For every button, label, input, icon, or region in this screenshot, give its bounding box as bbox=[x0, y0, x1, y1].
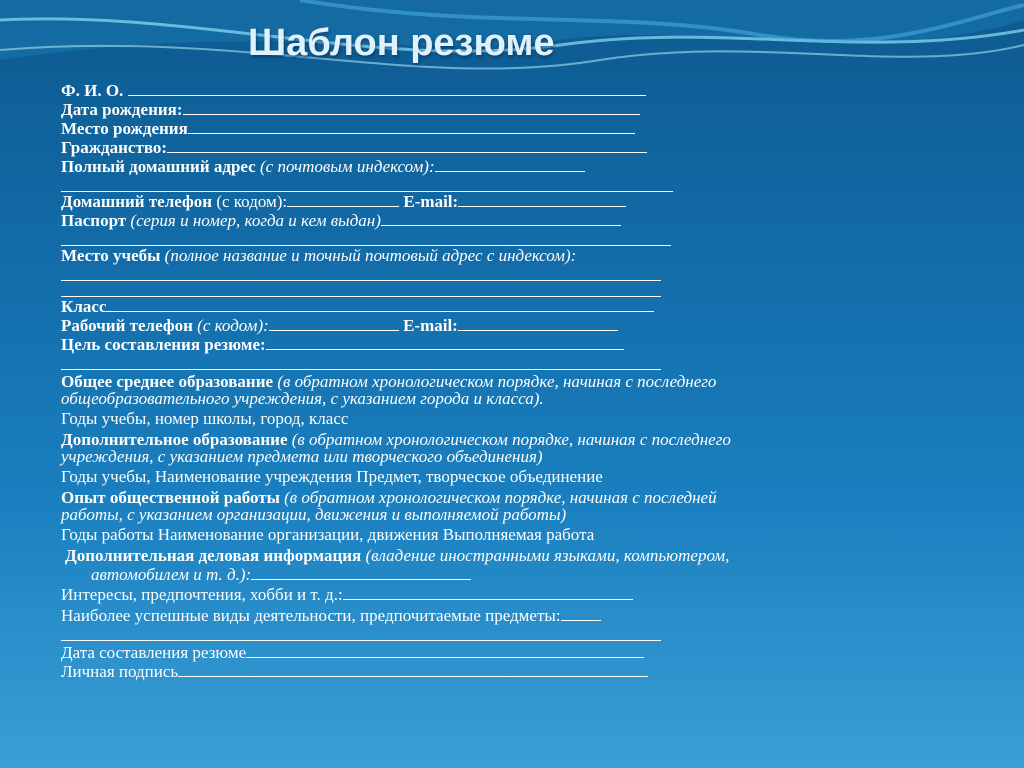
citizenship-line[interactable] bbox=[167, 138, 647, 153]
passport-line-2[interactable] bbox=[61, 230, 671, 246]
social-work-cols: Годы работы Наименование организации, движения Выполняемая работа bbox=[61, 525, 595, 544]
date-compiled-row bbox=[61, 643, 961, 662]
fio-row bbox=[61, 81, 961, 100]
home-address-line[interactable] bbox=[435, 157, 585, 172]
class-label: Класс bbox=[61, 297, 107, 316]
study-place-row bbox=[61, 246, 961, 265]
fio-line[interactable] bbox=[128, 81, 646, 96]
general-edu-hint-1: (в обратном хронологическом порядке, начиная с последнего bbox=[277, 372, 717, 391]
class-row bbox=[61, 297, 961, 316]
social-work-row-2 bbox=[61, 507, 961, 523]
date-compiled-line[interactable] bbox=[246, 643, 644, 658]
general-edu-row-2 bbox=[61, 391, 961, 407]
home-address-line-2[interactable] bbox=[61, 176, 673, 192]
signature-label: Личная подпись bbox=[61, 662, 179, 681]
extra-info-line[interactable] bbox=[251, 565, 471, 580]
home-phone-line[interactable] bbox=[287, 192, 399, 207]
extra-edu-cols: Годы учебы, Наименование учреждения Предмет, творческое объединение bbox=[61, 467, 603, 486]
signature-line[interactable] bbox=[178, 662, 648, 677]
fio-label: Ф. И. О. bbox=[61, 81, 124, 100]
study-place-line-2[interactable] bbox=[61, 265, 661, 281]
home-address-row bbox=[61, 157, 961, 176]
social-work-label: Опыт общественной работы bbox=[61, 488, 280, 507]
citizenship-label: Гражданство: bbox=[61, 138, 168, 157]
extra-edu-row-2 bbox=[61, 449, 961, 465]
work-phone-label: Рабочий телефон bbox=[61, 316, 193, 335]
page-title: Шаблон резюме bbox=[248, 22, 555, 64]
study-place-hint: (полное название и точный почтовый адрес с индексом): bbox=[164, 246, 577, 265]
social-work-hint-1: (в обратном хронологическом порядке, начиная с последней bbox=[284, 488, 717, 507]
birth-date-line[interactable] bbox=[183, 100, 640, 115]
social-work-hint-2: работы, с указанием организации, движения и выполняемой работы) bbox=[61, 505, 567, 524]
successful-label: Наиболее успешные виды деятельности, предпочитаемые предметы: bbox=[61, 606, 561, 625]
birth-date-label: Дата рождения: bbox=[61, 100, 183, 119]
purpose-line-2[interactable] bbox=[61, 354, 661, 370]
work-phone-line[interactable] bbox=[269, 316, 399, 331]
home-phone-label: Домашний телефон bbox=[61, 192, 213, 211]
general-edu-cols: Годы учебы, номер школы, город, класс bbox=[61, 409, 349, 428]
successful-line-2[interactable] bbox=[61, 625, 661, 641]
birth-place-label: Место рождения bbox=[61, 119, 188, 138]
purpose-row-2 bbox=[61, 354, 961, 370]
passport-row-2 bbox=[61, 230, 961, 246]
passport-row bbox=[61, 211, 961, 230]
birth-place-line[interactable] bbox=[188, 119, 635, 134]
work-phone-row bbox=[61, 316, 961, 335]
study-place-line-3[interactable] bbox=[61, 281, 661, 297]
purpose-row bbox=[61, 335, 961, 354]
general-edu-label: Общее среднее образование bbox=[61, 372, 274, 391]
extra-edu-hint-2: учреждения, с указанием предмета или творческого объединения) bbox=[61, 447, 543, 466]
interests-label: Интересы, предпочтения, хобби и т. д.: bbox=[61, 585, 343, 604]
extra-info-hint-1: (владение иностранными языками, компьютером, bbox=[365, 546, 730, 565]
date-compiled-label: Дата составления резюме bbox=[61, 643, 247, 662]
work-email-label: E-mail: bbox=[403, 316, 458, 335]
general-edu-hint-2: общеобразовательного учреждения, с указанием города и класса). bbox=[61, 389, 544, 408]
work-email-line[interactable] bbox=[458, 316, 618, 331]
resume-template bbox=[61, 81, 961, 681]
extra-edu-hint-1: (в обратном хронологическом порядке, начиная с последнего bbox=[291, 430, 731, 449]
home-address-hint: (с почтовым индексом): bbox=[259, 157, 435, 176]
extra-info-hint-2: автомобилем и т. д.): bbox=[91, 565, 252, 584]
extra-info-label: Дополнительная деловая информация bbox=[65, 546, 362, 565]
class-line[interactable] bbox=[106, 297, 654, 312]
home-address-label: Полный домашний адрес bbox=[61, 157, 256, 176]
passport-line[interactable] bbox=[381, 211, 621, 226]
study-place-row-3 bbox=[61, 281, 961, 297]
signature-row bbox=[61, 662, 961, 681]
home-phone-row bbox=[61, 192, 961, 211]
study-place-row-2 bbox=[61, 265, 961, 281]
successful-line[interactable] bbox=[561, 606, 601, 621]
home-phone-hint: (с кодом): bbox=[216, 192, 288, 211]
passport-hint: (серия и номер, когда и кем выдан) bbox=[130, 211, 381, 230]
extra-edu-label: Дополнительное образование bbox=[61, 430, 288, 449]
study-place-label: Место учебы bbox=[61, 246, 161, 265]
citizenship-row bbox=[61, 138, 961, 157]
successful-row-2 bbox=[61, 625, 961, 641]
birth-date-row bbox=[61, 100, 961, 119]
birth-place-row bbox=[61, 119, 961, 138]
interests-row bbox=[61, 585, 961, 604]
work-phone-hint: (с кодом): bbox=[197, 316, 269, 335]
email-line[interactable] bbox=[458, 192, 626, 207]
interests-line[interactable] bbox=[343, 585, 633, 600]
purpose-label: Цель составления резюме: bbox=[61, 335, 266, 354]
passport-label: Паспорт bbox=[61, 211, 127, 230]
purpose-line[interactable] bbox=[266, 335, 624, 350]
successful-row bbox=[61, 606, 961, 625]
email-label: E-mail: bbox=[403, 192, 459, 211]
extra-info-row bbox=[61, 546, 961, 565]
home-address-row-2 bbox=[61, 176, 961, 192]
extra-info-row-2 bbox=[61, 565, 961, 583]
